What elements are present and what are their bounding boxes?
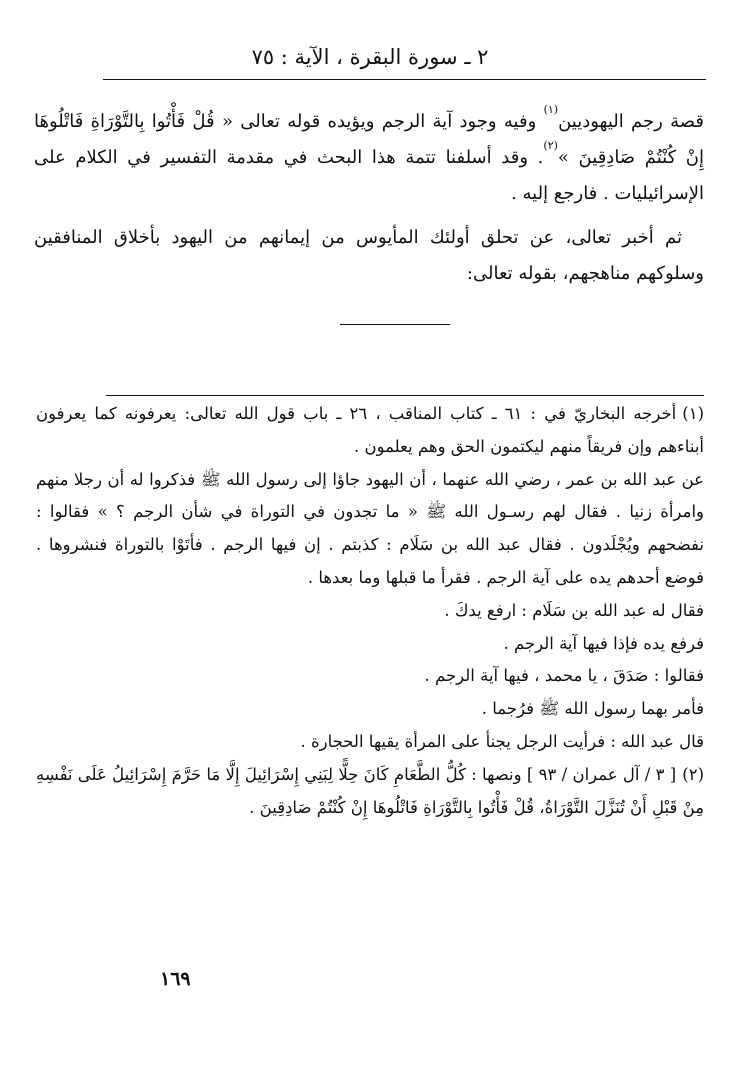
footnote-2-number: (٢): [682, 764, 704, 784]
footnote-2-text: [ ٣ / آل عمران / ٩٣ ] ونصها : كُلُّ الطَّعَامِ كَانَ حِلًّا لِبَنِي إِسْرَائِيلَ إِلَّا مَا حَرَّمَ إِسْرَائِيلُ عَلَى نَفْسِهِ مِنْ قَبْلِ أَنْ تُنَزَّلَ التَّوْرَاةُ، قُلْ فَأْتُوا بِالتَّوْرَاةِ فَاتْلُوهَا إِنْ كُنْتُمْ صَادِقِينَ .: [36, 764, 704, 817]
main-paragraph-1-part-b: وفيه وجود آية الرجم ويؤيده قوله تعالى « قُلْ فَأْتُوا بِالتَّوْرَاةِ فَاتْلُوهَا إِنْ كُنْتُمْ صَادِقِينَ »: [34, 111, 704, 168]
main-paragraph-2: ثم أخبر تعالى، عن تحلق أولئك المأيوس من إيمانهم من اليهود بأخلاق المنافقين وسلوكهم مناهجهم، بقوله تعالى:: [34, 227, 704, 284]
footnote-1-line-f: فأمر بهما رسول الله ﷺ فرُجما .: [481, 699, 704, 719]
footnote-2: [36, 759, 704, 825]
main-text: [34, 104, 704, 300]
footnotes: [36, 398, 704, 824]
page-header-title: ٢ ـ سورة البقرة ، الآية : ٧٥: [251, 45, 489, 69]
footnote-ref-1: (١): [543, 103, 559, 116]
footnote-1-number: (١): [682, 404, 705, 423]
main-paragraph-1-part-a: قصة رجم اليهوديين: [558, 111, 705, 132]
main-paragraph-1-part-c: . وقد أسلفنا تتمة هذا البحث في مقدمة التفسير في الكلام على الإسرائيليات . فارجع إليه .: [34, 147, 704, 204]
footnote-1-line-g: قال عبد الله : فرأيت الرجل يجنأ على المرأة يقيها الحجارة .: [300, 731, 704, 751]
footnote-divider: [106, 395, 704, 396]
header-divider: [103, 79, 706, 80]
footnote-1-line-c: فقال له عبد الله بن سَلَام : ارفع يدكَ .: [444, 600, 704, 620]
page-number: ١٦٩: [160, 968, 191, 990]
footnote-1-source: أخرجه البخاريّ في : ٦١ ـ كتاب المناقب ، ٢٦ ـ باب قول الله تعالى: يعرفونه كما يعرفون أبناءهم وإن فريقاً منهم ليكتمون الحق وهم يعلمون .: [36, 404, 704, 456]
footnote-1: [36, 398, 704, 464]
footnote-1-hadith: عن عبد الله بن عمر ، رضي الله عنهما ، أن اليهود جاؤا إلى رسول الله ﷺ فذكروا له أن رجلا منهم وامرأة زنيا . فقال لهم رسـول الله ﷺ « ما تجدون في التوراة في شأن الرجم ؟ » فقالوا : نفضحهم ويُجْلَدون . فقال عبد الله بن سَلَام : كذبتم . إن فيها الرجم . فأتَوْا بالتوراة فنشروها . فوضع أحدهم يده على آية الرجم . فقرأ ما قبلها وما بعدها .: [36, 469, 704, 587]
footnote-ref-2: (٢): [543, 139, 558, 152]
footnote-1-line-e: فقالوا : صَدَقَ ، يا محمد ، فيها آية الرجم .: [424, 666, 704, 686]
main-paragraph-1: [34, 104, 704, 212]
footnote-1-line-d: فرفع يده فإذا فيها آية الرجم .: [503, 633, 704, 653]
section-divider: [340, 324, 450, 325]
